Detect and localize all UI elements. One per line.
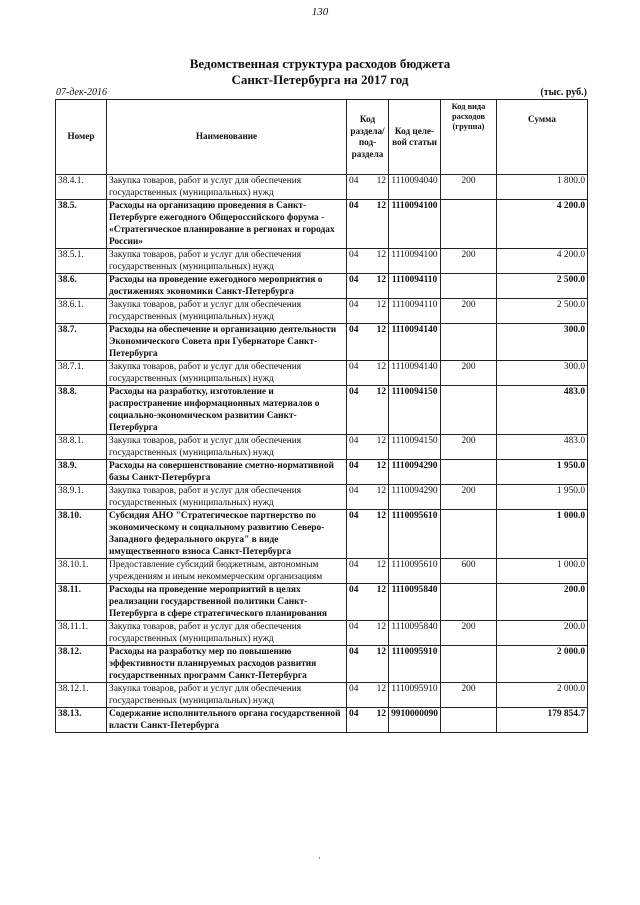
section-code: 04 — [349, 511, 359, 521]
section-code: 04 — [349, 325, 359, 335]
cell-expense-type — [441, 460, 497, 485]
cell-expense-type — [441, 274, 497, 299]
cell-section — [347, 249, 389, 274]
cell-article: 9910000090 — [389, 708, 441, 733]
cell-name: Закупка товаров, работ и услуг для обеспечения государственных (муниципальных) нужд — [107, 249, 347, 274]
cell-number: 38.4.1. — [56, 175, 107, 200]
section-code: 04 — [349, 201, 359, 211]
cell-article: 1110094290 — [389, 460, 441, 485]
section-code: 04 — [349, 436, 359, 446]
subsection-code: 12 — [376, 250, 386, 260]
cell-expense-type: 600 — [441, 559, 497, 584]
cell-number: 38.11. — [56, 584, 107, 621]
cell-name: Расходы на обеспечение и организацию деятельности Экономического Совета при Губернаторе Санкт-Петербурга — [107, 324, 347, 361]
table-row — [56, 621, 588, 646]
cell-name: Закупка товаров, работ и услуг для обеспечения государственных (муниципальных) нужд — [107, 435, 347, 460]
cell-expense-type — [441, 584, 497, 621]
cell-section — [347, 584, 389, 621]
cell-section — [347, 435, 389, 460]
subsection-code: 12 — [376, 560, 386, 570]
cell-section — [347, 274, 389, 299]
budget-table — [55, 99, 588, 733]
subsection-code: 12 — [376, 585, 386, 595]
cell-name: Расходы на разработку, изготовление и распространение информационных материалов о социально-экономическом развитии Санкт-Петербурга — [107, 386, 347, 435]
title-line-1: Ведомственная структура расходов бюджета — [189, 56, 451, 71]
cell-number: 38.10.1. — [56, 559, 107, 584]
subsection-code: 12 — [376, 275, 386, 285]
subsection-code: 12 — [376, 511, 386, 521]
section-code: 04 — [349, 622, 359, 632]
section-code: 04 — [349, 300, 359, 310]
cell-amount: 200.0 — [497, 584, 588, 621]
page-number: 130 — [311, 6, 329, 18]
subsection-code: 12 — [376, 176, 386, 186]
cell-article: 1110095910 — [389, 646, 441, 683]
page-title — [0, 56, 640, 88]
cell-section — [347, 361, 389, 386]
cell-article: 1110094290 — [389, 485, 441, 510]
col-header-amount: Сумма — [497, 100, 588, 175]
table-row — [56, 646, 588, 683]
section-code: 04 — [349, 461, 359, 471]
cell-name: Закупка товаров, работ и услуг для обеспечения государственных (муниципальных) нужд — [107, 175, 347, 200]
table-row — [56, 175, 588, 200]
col-header-article: Код целе- вой статьи — [389, 100, 441, 175]
cell-amount: 179 854.7 — [497, 708, 588, 733]
cell-expense-type: 200 — [441, 683, 497, 708]
table-row — [56, 584, 588, 621]
cell-expense-type: 200 — [441, 485, 497, 510]
cell-article: 1110095610 — [389, 559, 441, 584]
table-row — [56, 249, 588, 274]
col-header-name: Наименование — [107, 100, 347, 175]
section-code: 04 — [349, 176, 359, 186]
cell-article: 1110094100 — [389, 249, 441, 274]
cell-amount: 200.0 — [497, 621, 588, 646]
cell-article: 1110095840 — [389, 584, 441, 621]
cell-expense-type: 200 — [441, 299, 497, 324]
cell-name: Расходы на организацию проведения в Санкт-Петербурге ежегодного Общероссийского форума - «Стратегическое планирование в регионах и городах России» — [107, 200, 347, 249]
table-row — [56, 200, 588, 249]
cell-section — [347, 621, 389, 646]
cell-section — [347, 200, 389, 249]
cell-expense-type: 200 — [441, 621, 497, 646]
section-code: 04 — [349, 684, 359, 694]
cell-amount: 2 500.0 — [497, 274, 588, 299]
cell-amount: 4 200.0 — [497, 249, 588, 274]
cell-amount: 300.0 — [497, 361, 588, 386]
table-row — [56, 683, 588, 708]
subsection-code: 12 — [376, 436, 386, 446]
table-row — [56, 361, 588, 386]
subsection-code: 12 — [376, 362, 386, 372]
subsection-code: 12 — [376, 647, 386, 657]
cell-section — [347, 646, 389, 683]
cell-expense-type: 200 — [441, 249, 497, 274]
cell-name: Расходы на разработку мер по повышению эффективности планируемых расходов развития государственных программ Санкт-Петербурга — [107, 646, 347, 683]
cell-article: 1110095840 — [389, 621, 441, 646]
cell-section — [347, 485, 389, 510]
cell-article: 1110094110 — [389, 299, 441, 324]
table-row — [56, 274, 588, 299]
cell-section — [347, 559, 389, 584]
cell-name: Закупка товаров, работ и услуг для обеспечения государственных (муниципальных) нужд — [107, 299, 347, 324]
cell-number: 38.9. — [56, 460, 107, 485]
subsection-code: 12 — [376, 201, 386, 211]
cell-number: 38.7.1. — [56, 361, 107, 386]
cell-expense-type — [441, 200, 497, 249]
cell-expense-type — [441, 324, 497, 361]
cell-section — [347, 510, 389, 559]
section-code: 04 — [349, 709, 359, 719]
cell-amount: 1 800.0 — [497, 175, 588, 200]
cell-article: 1110094040 — [389, 175, 441, 200]
table-row — [56, 559, 588, 584]
units-label: (тыс. руб.) — [540, 87, 587, 98]
table-row — [56, 299, 588, 324]
cell-name: Субсидия АНО "Стратегическое партнерство по экономическому и социальному развитию Северо-Западного федерального округа" в виде имущественного взноса Санкт-Петербурга — [107, 510, 347, 559]
table-row — [56, 324, 588, 361]
cell-number: 38.7. — [56, 324, 107, 361]
subsection-code: 12 — [376, 622, 386, 632]
cell-amount: 2 500.0 — [497, 299, 588, 324]
cell-section — [347, 708, 389, 733]
section-code: 04 — [349, 647, 359, 657]
cell-number: 38.12.1. — [56, 683, 107, 708]
title-line-2: Санкт-Петербурга на 2017 год — [231, 72, 409, 87]
cell-expense-type — [441, 510, 497, 559]
cell-name: Закупка товаров, работ и услуг для обеспечения государственных (муниципальных) нужд — [107, 621, 347, 646]
cell-article: 1110094150 — [389, 386, 441, 435]
cell-amount: 2 000.0 — [497, 683, 588, 708]
cell-name: Расходы на проведение ежегодного мероприятия о достижениях экономики Санкт-Петербурга — [107, 274, 347, 299]
cell-expense-type: 200 — [441, 361, 497, 386]
cell-name: Расходы на проведение мероприятий в целях реализации государственной политики Санкт-Петербурга в сфере стратегического планирования — [107, 584, 347, 621]
cell-number: 38.9.1. — [56, 485, 107, 510]
cell-amount: 1 950.0 — [497, 485, 588, 510]
cell-name: Закупка товаров, работ и услуг для обеспечения государственных (муниципальных) нужд — [107, 485, 347, 510]
cell-number: 38.8.1. — [56, 435, 107, 460]
cell-section — [347, 683, 389, 708]
cell-section — [347, 175, 389, 200]
cell-expense-type — [441, 386, 497, 435]
cell-expense-type: 200 — [441, 175, 497, 200]
cell-article: 1110094140 — [389, 361, 441, 386]
cell-amount: 4 200.0 — [497, 200, 588, 249]
table-row — [56, 485, 588, 510]
cell-number: 38.5.1. — [56, 249, 107, 274]
section-code: 04 — [349, 362, 359, 372]
table-row — [56, 386, 588, 435]
cell-name: Содержание исполнительного органа государственной власти Санкт-Петербурга — [107, 708, 347, 733]
cell-amount: 483.0 — [497, 386, 588, 435]
cell-section — [347, 386, 389, 435]
table-row — [56, 708, 588, 733]
subsection-code: 12 — [376, 461, 386, 471]
table-row — [56, 510, 588, 559]
cell-number: 38.8. — [56, 386, 107, 435]
cell-section — [347, 324, 389, 361]
section-code: 04 — [349, 585, 359, 595]
cell-amount: 1 950.0 — [497, 460, 588, 485]
cell-expense-type — [441, 646, 497, 683]
section-code: 04 — [349, 486, 359, 496]
cell-name: Закупка товаров, работ и услуг для обеспечения государственных (муниципальных) нужд — [107, 683, 347, 708]
subsection-code: 12 — [376, 709, 386, 719]
cell-amount: 1 000.0 — [497, 559, 588, 584]
cell-name: Расходы на совершенствование сметно-нормативной базы Санкт-Петербурга — [107, 460, 347, 485]
table-row — [56, 435, 588, 460]
cell-article: 1110095910 — [389, 683, 441, 708]
cell-number: 38.6.1. — [56, 299, 107, 324]
cell-number: 38.12. — [56, 646, 107, 683]
cell-section — [347, 299, 389, 324]
cell-amount: 483.0 — [497, 435, 588, 460]
subsection-code: 12 — [376, 486, 386, 496]
cell-name: Закупка товаров, работ и услуг для обеспечения государственных (муниципальных) нужд — [107, 361, 347, 386]
subsection-code: 12 — [376, 684, 386, 694]
subsection-code: 12 — [376, 387, 386, 397]
cell-number: 38.5. — [56, 200, 107, 249]
col-header-section: Код раздела/ под- раздела — [347, 100, 389, 175]
cell-name: Предоставление субсидий бюджетным, автономным учреждениям и иным некоммерческим организациям — [107, 559, 347, 584]
cell-amount: 2 000.0 — [497, 646, 588, 683]
subsection-code: 12 — [376, 325, 386, 335]
cell-article: 1110094150 — [389, 435, 441, 460]
document-date: 07-дек-2016 — [56, 87, 107, 98]
cell-number: 38.10. — [56, 510, 107, 559]
table-row — [56, 460, 588, 485]
footer-mark: · — [318, 853, 321, 863]
col-header-expense-type: Код вида расходов (группа) — [441, 100, 497, 175]
section-code: 04 — [349, 387, 359, 397]
section-code: 04 — [349, 275, 359, 285]
cell-number: 38.6. — [56, 274, 107, 299]
table-body — [56, 175, 588, 733]
subsection-code: 12 — [376, 300, 386, 310]
cell-number: 38.13. — [56, 708, 107, 733]
cell-section — [347, 460, 389, 485]
cell-article: 1110094140 — [389, 324, 441, 361]
col-header-number: Номер — [56, 100, 107, 175]
section-code: 04 — [349, 560, 359, 570]
cell-article: 1110094100 — [389, 200, 441, 249]
cell-expense-type — [441, 708, 497, 733]
cell-amount: 300.0 — [497, 324, 588, 361]
cell-article: 1110095610 — [389, 510, 441, 559]
cell-amount: 1 000.0 — [497, 510, 588, 559]
cell-expense-type: 200 — [441, 435, 497, 460]
section-code: 04 — [349, 250, 359, 260]
cell-number: 38.11.1. — [56, 621, 107, 646]
table-header-row — [56, 100, 588, 175]
cell-article: 1110094110 — [389, 274, 441, 299]
